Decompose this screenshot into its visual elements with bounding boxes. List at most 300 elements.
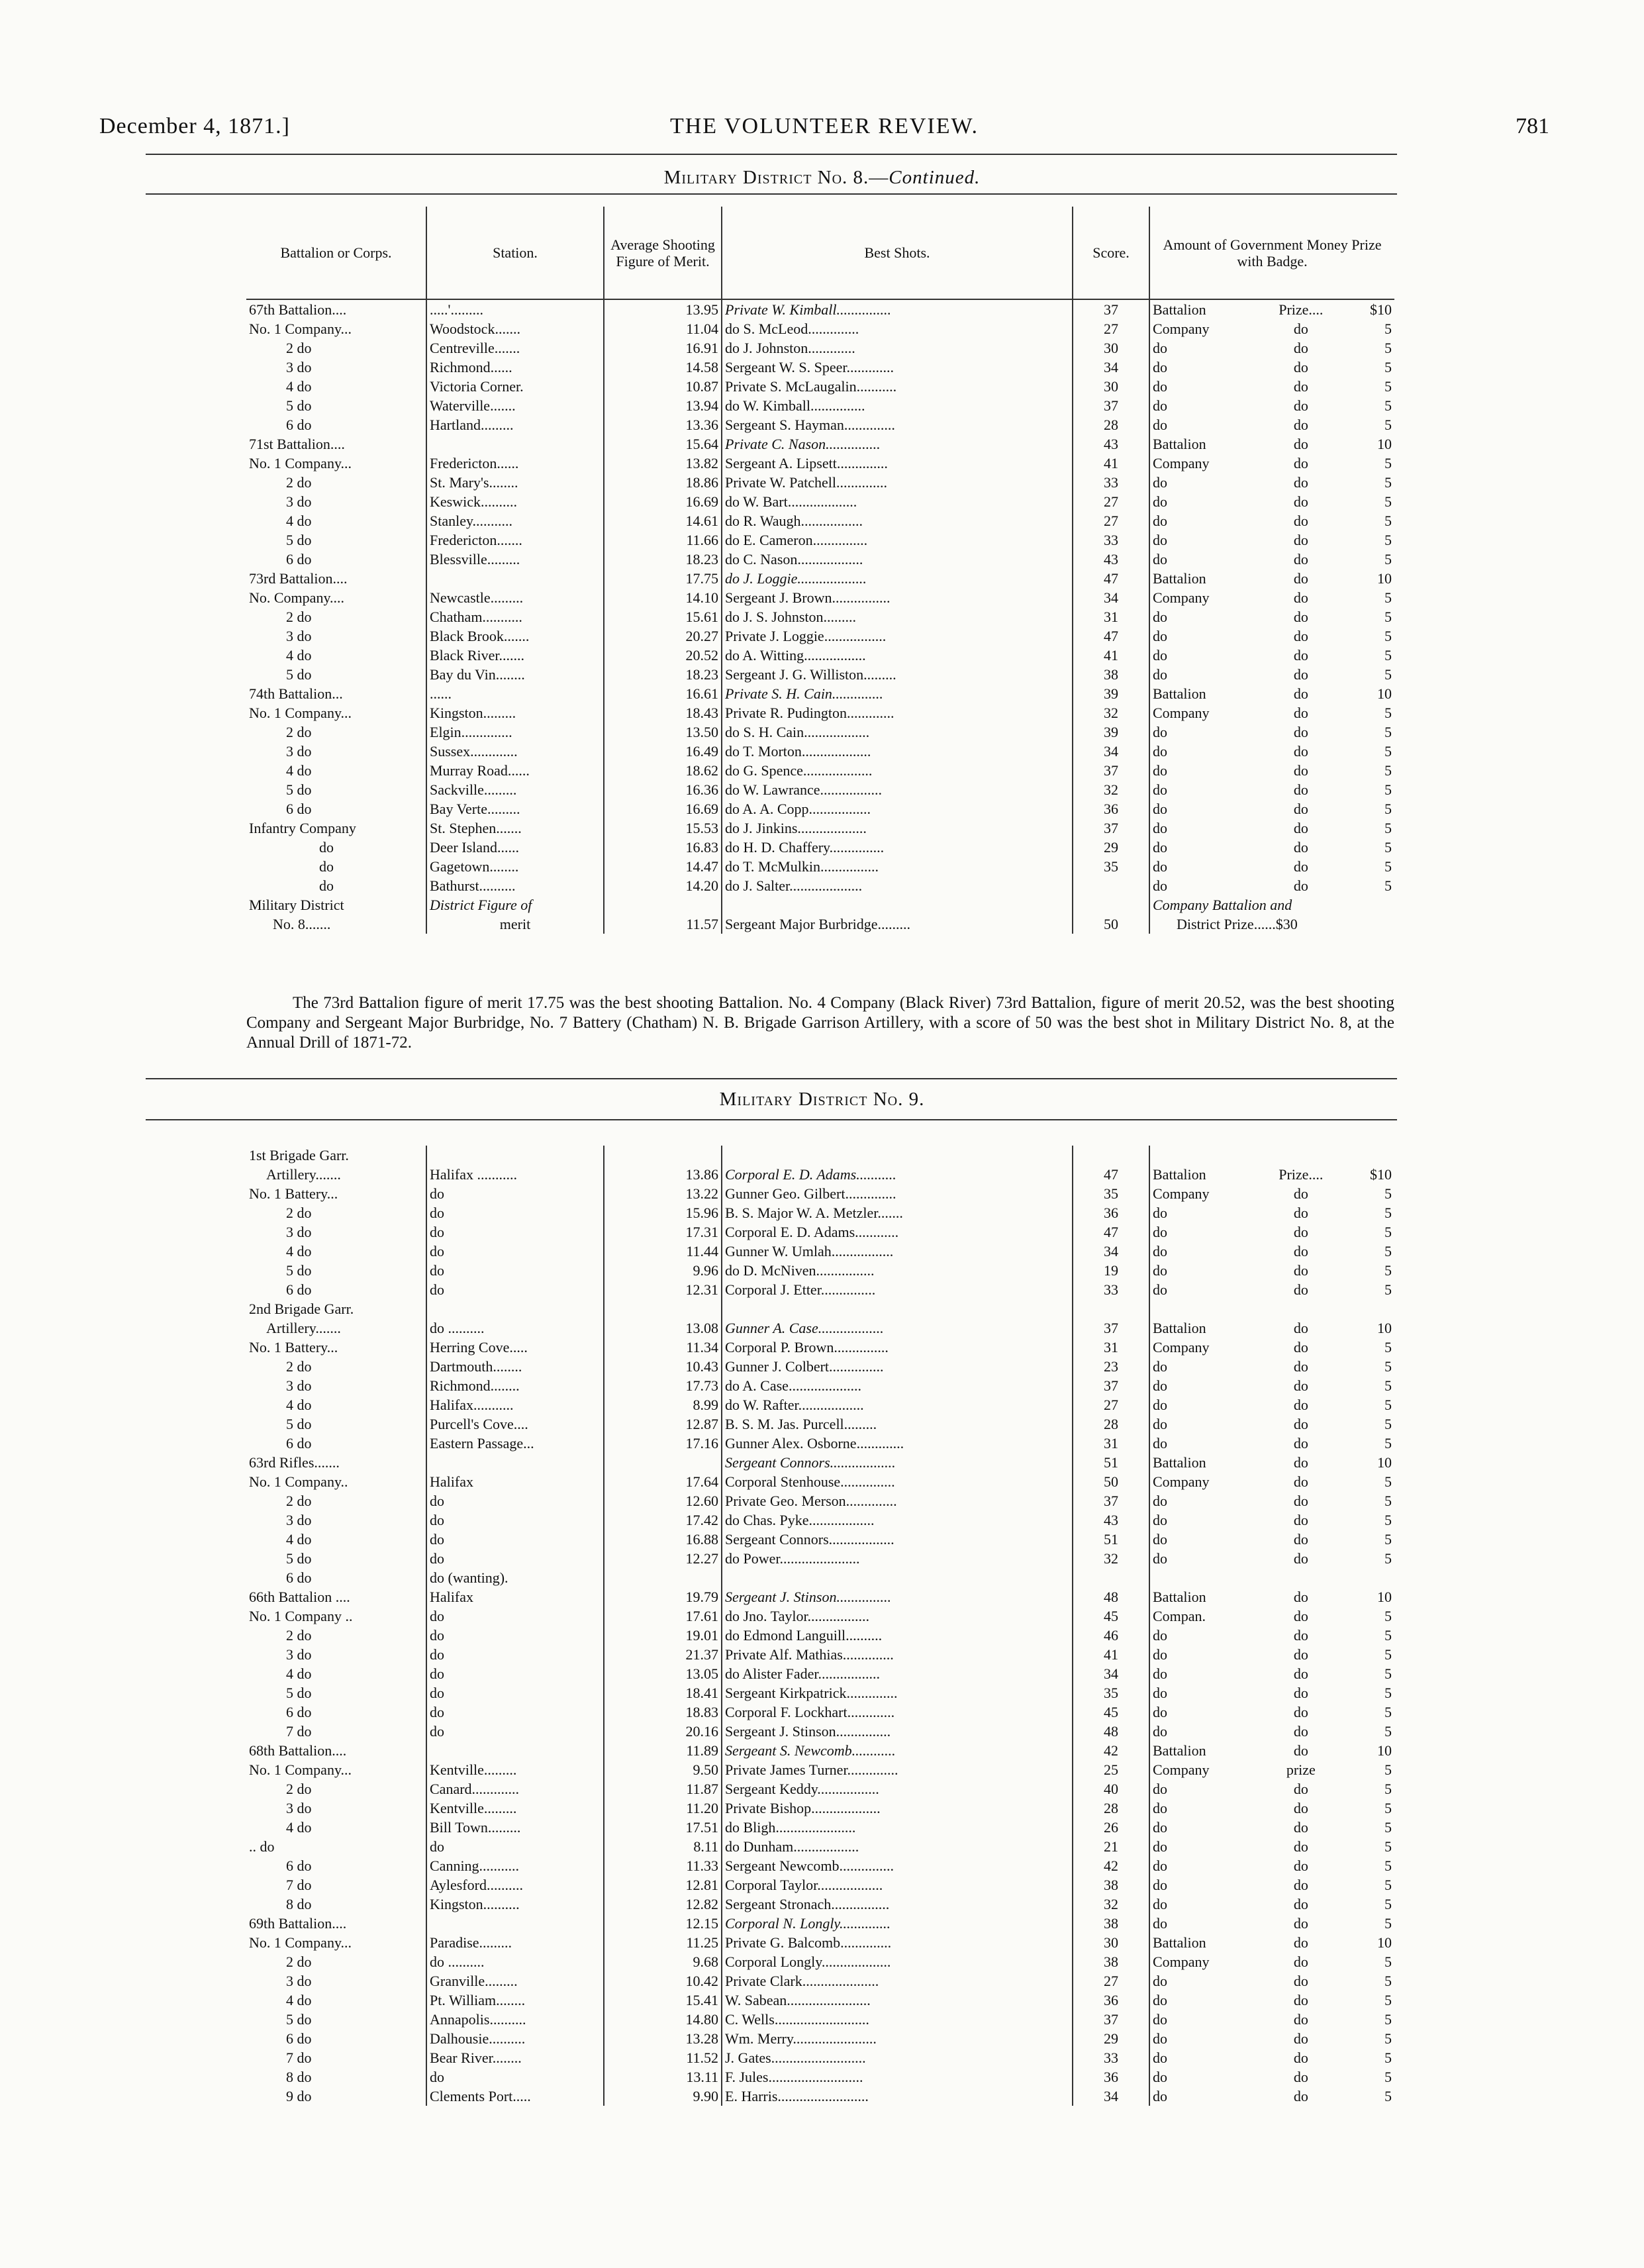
corps-cell: No. 1 Company... <box>249 1761 352 1778</box>
table-row <box>246 338 1394 358</box>
corps-cell: 5 do <box>286 2011 312 2028</box>
masthead-title: THE VOLUNTEER REVIEW. <box>669 114 979 138</box>
score-cell: 28 <box>1073 1414 1149 1434</box>
score-cell: 35 <box>1073 1683 1149 1702</box>
corps-cell: 6 do <box>286 1281 312 1298</box>
merit-cell <box>604 1146 722 1165</box>
score-cell: 38 <box>1073 665 1149 684</box>
score-cell: 38 <box>1073 1914 1149 1933</box>
prize-pa: do <box>1153 1205 1167 1221</box>
score-cell <box>1073 1146 1149 1165</box>
score-cell: 36 <box>1073 2067 1149 2087</box>
prize-pa: do <box>1153 1665 1167 1682</box>
merit-cell: 13.94 <box>604 396 722 415</box>
prize-pa: do <box>1153 1224 1167 1240</box>
table-row <box>246 1991 1394 2010</box>
score-cell: 50 <box>1073 914 1149 934</box>
prize-cell <box>1149 1510 1394 1530</box>
table-row <box>246 588 1394 607</box>
prize-cell <box>1149 454 1394 473</box>
station-cell: Bill Town......... <box>426 1818 604 1837</box>
corps-cell: 66th Battalion .... <box>249 1589 350 1605</box>
col-score: Score. <box>1073 207 1149 299</box>
prize-cell <box>1149 742 1394 761</box>
prize-pb: do <box>1293 1665 1308 1682</box>
shot-cell: Sergeant Connors.................. <box>722 1453 1073 1472</box>
score-cell: 37 <box>1073 1491 1149 1510</box>
prize-pb: do <box>1293 2011 1308 2028</box>
section-title-text: Military District No. 8.— <box>663 167 889 188</box>
merit-cell: 12.60 <box>604 1491 722 1510</box>
shot-cell: J. Gates.......................... <box>722 2048 1073 2067</box>
prize-cell <box>1149 1933 1394 1952</box>
station-cell: do <box>426 1702 604 1722</box>
prize-pc: 5 <box>1384 839 1392 856</box>
merit-cell: 17.75 <box>604 569 722 588</box>
merit-cell: 9.96 <box>604 1261 722 1280</box>
table-row <box>246 1472 1394 1491</box>
score-cell <box>1073 895 1149 914</box>
prize-pa: do <box>1153 1781 1167 1797</box>
prize-cell <box>1149 1626 1394 1645</box>
merit-cell: 16.69 <box>604 492 722 511</box>
prize-cell <box>1149 1414 1394 1434</box>
prize-pc: 10 <box>1377 1320 1392 1336</box>
shot-cell: Sergeant W. S. Speer............. <box>722 358 1073 377</box>
table-row <box>246 626 1394 646</box>
prize-pa: Company <box>1153 1473 1210 1490</box>
station-cell: Kingston......... <box>426 703 604 722</box>
merit-cell: 20.27 <box>604 626 722 646</box>
prize-pa: do <box>1153 628 1167 644</box>
station-cell: Halifax <box>426 1587 604 1606</box>
merit-cell: 14.47 <box>604 857 722 876</box>
corps-cell: 4 do <box>286 513 312 529</box>
score-cell: 27 <box>1073 1971 1149 1991</box>
table-row <box>246 761 1394 780</box>
prize-cell <box>1149 1722 1394 1741</box>
prize-pb: do <box>1293 1608 1308 1624</box>
table-row <box>246 914 1394 934</box>
merit-cell: 20.16 <box>604 1722 722 1741</box>
prize-pa: do <box>1153 1262 1167 1279</box>
shot-cell: do Dunham.................. <box>722 1837 1073 1856</box>
prize-cell <box>1149 1914 1394 1933</box>
merit-cell: 13.11 <box>604 2067 722 2087</box>
prize-pb: do <box>1293 1473 1308 1490</box>
corps-cell: 71st Battalion.... <box>249 436 345 452</box>
prize-cell <box>1149 530 1394 550</box>
station-cell: Richmond...... <box>426 358 604 377</box>
score-cell: 32 <box>1073 1549 1149 1568</box>
merit-cell: 11.57 <box>604 914 722 934</box>
shot-cell: do W. Kimball............... <box>722 396 1073 415</box>
corps-cell: Military District <box>249 897 344 913</box>
shot-cell: do Power...................... <box>722 1549 1073 1568</box>
station-cell: Paradise......... <box>426 1933 604 1952</box>
table-row <box>246 2029 1394 2048</box>
prize-cell <box>1149 1741 1394 1760</box>
prize-cell <box>1149 703 1394 722</box>
prize-pb: do <box>1293 820 1308 836</box>
prize-pa: do <box>1153 1627 1167 1644</box>
district-8-summary: The 73rd Battalion figure of merit 17.75 was the best shooting Battalion. No. 4 Company (Black River) 73rd Battalion, figure of merit 20.52, was the best shooting Company and Sergeant Major Burbridge, No. 7 Battery (Chatham) N. B. Brigade Garrison Artillery, with a score of 50 was the best shot in Military District No. 8, at the Annual Drill of 1871-72. <box>246 994 1394 1052</box>
merit-cell: 12.87 <box>604 1414 722 1434</box>
corps-cell: 4 do <box>286 378 312 395</box>
merit-cell: 15.41 <box>604 1991 722 2010</box>
merit-cell: 14.58 <box>604 358 722 377</box>
score-cell: 34 <box>1073 588 1149 607</box>
station-cell: Woodstock....... <box>426 319 604 338</box>
prize-pa: do <box>1153 2030 1167 2047</box>
table-row <box>246 1702 1394 1722</box>
corps-cell: 2 do <box>286 1205 312 1221</box>
score-cell: 39 <box>1073 684 1149 703</box>
shot-cell: Private W. Kimball............... <box>722 299 1073 319</box>
table-row <box>246 1530 1394 1549</box>
corps-cell: 7 do <box>286 1723 312 1740</box>
table-row <box>246 780 1394 799</box>
prize-pa: Company <box>1153 1761 1210 1778</box>
shot-cell: do A. Case.................... <box>722 1376 1073 1395</box>
merit-cell: 8.11 <box>604 1837 722 1856</box>
table-row <box>246 358 1394 377</box>
shot-cell: do C. Nason.................. <box>722 550 1073 569</box>
score-cell: 43 <box>1073 1510 1149 1530</box>
corps-cell: 68th Battalion.... <box>249 1742 347 1759</box>
corps-cell: No. 1 Company... <box>249 705 352 721</box>
prize-pa: do <box>1153 1493 1167 1509</box>
prize-pb: do <box>1293 513 1308 529</box>
score-cell: 37 <box>1073 1376 1149 1395</box>
prize-pc: 5 <box>1384 724 1392 740</box>
station-cell: do <box>426 1549 604 1568</box>
station-cell: Gagetown........ <box>426 857 604 876</box>
score-cell: 41 <box>1073 646 1149 665</box>
score-cell: 28 <box>1073 1799 1149 1818</box>
prize-pc: 5 <box>1384 1185 1392 1202</box>
shot-cell: E. Harris......................... <box>722 2087 1073 2106</box>
prize-cell <box>1149 665 1394 684</box>
station-cell <box>426 569 604 588</box>
prize-pc: 5 <box>1384 1473 1392 1490</box>
station-cell: Hartland......... <box>426 415 604 434</box>
station-cell: Black River....... <box>426 646 604 665</box>
station-cell: St. Stephen....... <box>426 818 604 838</box>
corps-cell: 9 do <box>286 2088 312 2104</box>
prize-cell <box>1149 338 1394 358</box>
prize-pc: 5 <box>1384 781 1392 798</box>
prize-pc: 5 <box>1384 1665 1392 1682</box>
merit-cell: 18.23 <box>604 665 722 684</box>
prize-cell <box>1149 1568 1394 1587</box>
shot-cell: Sergeant Kirkpatrick.............. <box>722 1683 1073 1702</box>
prize-pc: 5 <box>1384 1358 1392 1375</box>
prize-pc: 5 <box>1384 1838 1392 1855</box>
station-cell: Bay du Vin........ <box>426 665 604 684</box>
corps-cell: 5 do <box>286 532 312 548</box>
table-row <box>246 1760 1394 1779</box>
corps-cell: No. 8....... <box>273 916 331 932</box>
prize-cell <box>1149 1799 1394 1818</box>
station-cell: Dalhousie.......... <box>426 2029 604 2048</box>
shot-cell: do W. Lawrance................. <box>722 780 1073 799</box>
prize-pc: 5 <box>1384 455 1392 471</box>
score-cell: 27 <box>1073 1395 1149 1414</box>
prize-pc: 10 <box>1377 570 1392 587</box>
prize-pb: do <box>1293 1877 1308 1893</box>
shot-cell: Corporal E. D. Adams........... <box>722 1165 1073 1184</box>
prize-pb: do <box>1293 1358 1308 1375</box>
shot-cell: Gunner Alex. Osborne............. <box>722 1434 1073 1453</box>
corps-cell: 2 do <box>286 609 312 625</box>
prize-pa: do <box>1153 820 1167 836</box>
prize-pc: 5 <box>1384 743 1392 760</box>
corps-cell: 4 do <box>286 1531 312 1548</box>
merit-cell: 14.61 <box>604 511 722 530</box>
prize-cell <box>1149 1606 1394 1626</box>
score-cell: 47 <box>1073 569 1149 588</box>
table-row <box>246 838 1394 857</box>
merit-cell: 16.88 <box>604 1530 722 1549</box>
prize-pa: do <box>1153 762 1167 779</box>
shot-cell: Corporal J. Etter............... <box>722 1280 1073 1299</box>
shot-cell: Private J. Loggie................. <box>722 626 1073 646</box>
table-row <box>246 1837 1394 1856</box>
prize-pa: do <box>1153 1704 1167 1720</box>
corps-cell: Artillery....... <box>266 1166 341 1183</box>
prize-pc: 5 <box>1384 628 1392 644</box>
station-cell: Annapolis.......... <box>426 2010 604 2029</box>
corps-cell: No. 1 Company .. <box>249 1608 353 1624</box>
prize-pc: 5 <box>1384 1262 1392 1279</box>
corps-cell: 3 do <box>286 1512 312 1528</box>
station-cell: Canning........... <box>426 1856 604 1875</box>
station-cell: .....'......... <box>426 299 604 319</box>
shot-cell: Sergeant Major Burbridge......... <box>722 914 1073 934</box>
corps-cell: 3 do <box>286 1377 312 1394</box>
prize-pc: $10 <box>1369 1166 1392 1183</box>
prize-cell <box>1149 1587 1394 1606</box>
merit-cell: 11.52 <box>604 2048 722 2067</box>
prize-cell <box>1149 1338 1394 1357</box>
table-row <box>246 1299 1394 1318</box>
table-row <box>246 1952 1394 1971</box>
corps-cell: No. Company.... <box>249 589 345 606</box>
prize-pb: do <box>1293 609 1308 625</box>
prize-pc: 5 <box>1384 609 1392 625</box>
merit-cell: 13.05 <box>604 1664 722 1683</box>
score-cell: 21 <box>1073 1837 1149 1856</box>
prize-cell <box>1149 1222 1394 1242</box>
score-cell: 37 <box>1073 2010 1149 2029</box>
prize-cell <box>1149 1395 1394 1414</box>
corps-cell: No. 1 Company... <box>249 455 352 471</box>
station-cell: do (wanting). <box>426 1568 604 1587</box>
shot-cell <box>722 1299 1073 1318</box>
station-cell: Fredericton....... <box>426 530 604 550</box>
corps-cell: do <box>319 877 334 894</box>
prize-pc: 5 <box>1384 647 1392 664</box>
merit-cell: 12.82 <box>604 1895 722 1914</box>
shot-cell: Private Alf. Mathias.............. <box>722 1645 1073 1664</box>
score-cell: 33 <box>1073 2048 1149 2067</box>
shot-cell: Sergeant J. Stinson............... <box>722 1587 1073 1606</box>
table-row <box>246 684 1394 703</box>
corps-cell: 8 do <box>286 1896 312 1912</box>
corps-cell: 2 do <box>286 1358 312 1375</box>
corps-cell: 5 do <box>286 1416 312 1432</box>
prize-pb: do <box>1293 647 1308 664</box>
corps-cell: No. 1 Company... <box>249 1934 352 1951</box>
station-cell: Black Brook....... <box>426 626 604 646</box>
corps-cell: 2 do <box>286 724 312 740</box>
shot-cell: Sergeant J. Stinson............... <box>722 1722 1073 1741</box>
table-row <box>246 569 1394 588</box>
prize-pc: 10 <box>1377 1934 1392 1951</box>
shot-cell: C. Wells.......................... <box>722 2010 1073 2029</box>
merit-cell: 18.41 <box>604 1683 722 1702</box>
prize-pa: do <box>1153 378 1167 395</box>
shot-cell: Private James Turner.............. <box>722 1760 1073 1779</box>
prize-cell <box>1149 1184 1394 1203</box>
station-cell: St. Mary's........ <box>426 473 604 492</box>
table-row <box>246 1395 1394 1414</box>
merit-cell <box>604 895 722 914</box>
station-cell: do <box>426 2067 604 2087</box>
prize-pb: do <box>1293 705 1308 721</box>
section-continued: Continued. <box>889 167 981 188</box>
station-cell <box>426 1453 604 1472</box>
prize-pc: 5 <box>1384 1435 1392 1452</box>
corps-cell: 6 do <box>286 1569 312 1586</box>
prize-pb: do <box>1293 320 1308 337</box>
prize-pc: 5 <box>1384 1800 1392 1816</box>
table-row <box>246 1184 1394 1203</box>
prize-pb: do <box>1293 1781 1308 1797</box>
corps-cell: 74th Battalion... <box>249 685 343 702</box>
table-row <box>246 799 1394 818</box>
prize-pa: do <box>1153 858 1167 875</box>
prize-pa: Company <box>1153 1953 1210 1970</box>
prize-pa: Battalion <box>1153 570 1206 587</box>
issue-date: December 4, 1871.] <box>99 114 291 138</box>
corps-cell: 5 do <box>286 1550 312 1567</box>
prize-cell <box>1149 2087 1394 2106</box>
corps-cell: 3 do <box>286 493 312 510</box>
prize-pb: do <box>1293 743 1308 760</box>
prize-pa: do <box>1153 743 1167 760</box>
corps-cell: Artillery....... <box>266 1320 341 1336</box>
prize-pc: 5 <box>1384 1685 1392 1701</box>
table-row <box>246 1779 1394 1799</box>
shot-cell: Gunner Geo. Gilbert.............. <box>722 1184 1073 1203</box>
district-8-rows <box>246 299 1394 895</box>
prize-pc: 5 <box>1384 2069 1392 2085</box>
prize-pa: do <box>1153 2069 1167 2085</box>
prize-pb: do <box>1293 685 1308 702</box>
prize-pb: do <box>1293 2030 1308 2047</box>
table-row <box>246 473 1394 492</box>
table-row <box>246 703 1394 722</box>
shot-cell: do Bligh...................... <box>722 1818 1073 1837</box>
prize-pa: do <box>1153 551 1167 567</box>
prize-pa: do <box>1153 1973 1167 1989</box>
prize-pb: Prize.... <box>1279 1166 1324 1183</box>
corps-cell: 4 do <box>286 762 312 779</box>
header-rule <box>146 154 1397 155</box>
shot-cell: Corporal Stenhouse............... <box>722 1472 1073 1491</box>
prize-pc: 5 <box>1384 589 1392 606</box>
merit-cell: 16.69 <box>604 799 722 818</box>
prize-cell <box>1149 799 1394 818</box>
prize-pc: 5 <box>1384 474 1392 491</box>
prize-pa: do <box>1153 474 1167 491</box>
prize-cell <box>1149 396 1394 415</box>
prize-pa: do <box>1153 801 1167 817</box>
shot-cell: Private W. Patchell.............. <box>722 473 1073 492</box>
shot-cell <box>722 1146 1073 1165</box>
table-row <box>246 1510 1394 1530</box>
station-cell <box>426 1299 604 1318</box>
merit-cell: 12.27 <box>604 1549 722 1568</box>
station-cell: do <box>426 1837 604 1856</box>
score-cell: 27 <box>1073 492 1149 511</box>
prize-cell <box>1149 1530 1394 1549</box>
prize-pa: do <box>1153 1877 1167 1893</box>
merit-cell: 14.20 <box>604 876 722 895</box>
score-cell: 47 <box>1073 626 1149 646</box>
prize-pa: Company <box>1153 705 1210 721</box>
prize-cell <box>1149 1856 1394 1875</box>
corps-cell: 5 do <box>286 666 312 683</box>
prize-cell <box>1149 646 1394 665</box>
station-cell: Herring Cove..... <box>426 1338 604 1357</box>
prize-pa: do <box>1153 1685 1167 1701</box>
station-cell: Chatham........... <box>426 607 604 626</box>
merit-cell: 10.42 <box>604 1971 722 1991</box>
prize-cell <box>1149 2029 1394 2048</box>
prize-pc: 5 <box>1384 417 1392 433</box>
shot-cell: do H. D. Chaffery............... <box>722 838 1073 857</box>
table-row <box>246 1203 1394 1222</box>
station-cell: Kentville......... <box>426 1799 604 1818</box>
merit-cell: 8.99 <box>604 1395 722 1414</box>
table-row <box>246 1875 1394 1895</box>
shot-cell: Private R. Pudington............. <box>722 703 1073 722</box>
shot-cell: Corporal N. Longly.............. <box>722 1914 1073 1933</box>
prize-pc: 5 <box>1384 1608 1392 1624</box>
prize-pb: do <box>1293 1224 1308 1240</box>
merit-cell: 17.64 <box>604 1472 722 1491</box>
table-row <box>246 1165 1394 1184</box>
score-cell: 34 <box>1073 1664 1149 1683</box>
station-cell: Keswick.......... <box>426 492 604 511</box>
score-cell: 48 <box>1073 1587 1149 1606</box>
shot-cell: do J. Johnston............. <box>722 338 1073 358</box>
table-row <box>246 665 1394 684</box>
prize-pa: do <box>1153 397 1167 414</box>
shot-cell: Sergeant Connors.................. <box>722 1530 1073 1549</box>
station-cell: Clements Port..... <box>426 2087 604 2106</box>
station-cell <box>426 1741 604 1760</box>
prize-cell <box>1149 1645 1394 1664</box>
prize-pb: do <box>1293 1185 1308 1202</box>
prize-cell <box>1149 838 1394 857</box>
shot-cell: Corporal Longly................... <box>722 1952 1073 1971</box>
merit-cell: 11.04 <box>604 319 722 338</box>
prize-pb: do <box>1293 1550 1308 1567</box>
